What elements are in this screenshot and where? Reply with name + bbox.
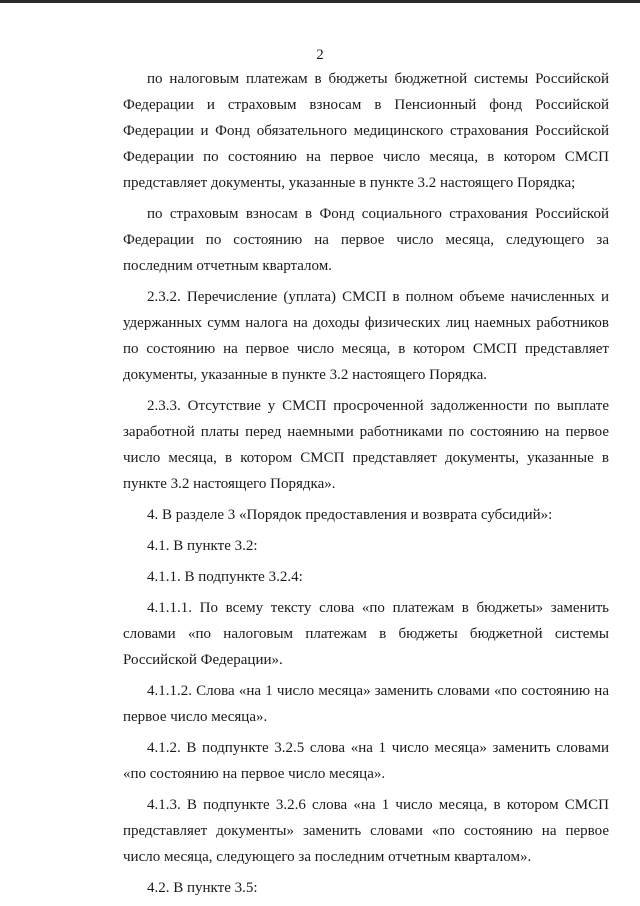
paragraph-4-1-2: 4.1.2. В подпункте 3.2.5 слова «на 1 число месяца» заменить словами «по состоянию на первое число месяца». <box>123 740 609 782</box>
paragraph-tax-payments: по налоговым платежам в бюджеты бюджетной системы Российской Федерации и страховым взносам в Пенсионный фонд Российской Федерации и Фонд обязательного медицинского страхования Российской Федерации по состоянию на первое число месяца, в котором СМСП представляет документы, указанные в пункте 3.2 настоящего Порядка; <box>123 71 609 191</box>
paragraph-social-insurance: по страховым взносам в Фонд социального страхования Российской Федерации по состоянию на первое число месяца, следующего за последним отчетным кварталом. <box>123 206 609 274</box>
paragraph-4-1-1-1: 4.1.1.1. По всему тексту слова «по платежам в бюджеты» заменить словами «по налоговым платежам в бюджеты бюджетной системы Российской Федерации». <box>123 600 609 668</box>
paragraph-4-1-1-2: 4.1.1.2. Слова «на 1 число месяца» заменить словами «по состоянию на первое число месяца». <box>123 683 609 725</box>
paragraph-4-1-1: 4.1.1. В подпункте 3.2.4: <box>147 569 303 585</box>
paragraph-4-1-3: 4.1.3. В подпункте 3.2.6 слова «на 1 число месяца, в котором СМСП представляет документы» заменить словами «по состоянию на первое число месяца, следующего за последним отчетным кварталом». <box>123 797 609 865</box>
paragraph-2-3-3: 2.3.3. Отсутствие у СМСП просроченной задолженности по выплате заработной платы перед наемными работниками по состоянию на первое число месяца, в котором СМСП представляет документы, указанные в пункте 3.2 настоящего Порядка». <box>123 398 609 492</box>
scan-edge-rule <box>0 0 640 3</box>
paragraph-2-3-2: 2.3.2. Перечисление (уплата) СМСП в полном объеме начисленных и удержанных сумм налога на доходы физических лиц наемных работников по состоянию на первое число месяца, в котором СМСП представляет документы, указанные в пункте 3.2 настоящего Порядка. <box>123 289 609 383</box>
paragraph-4-2: 4.2. В пункте 3.5: <box>147 880 258 896</box>
page-number: 2 <box>316 47 324 63</box>
document-body <box>123 66 609 906</box>
paragraph-4-1: 4.1. В пункте 3.2: <box>147 538 258 554</box>
paragraph-4: 4. В разделе 3 «Порядок предоставления и возврата субсидий»: <box>147 507 553 523</box>
